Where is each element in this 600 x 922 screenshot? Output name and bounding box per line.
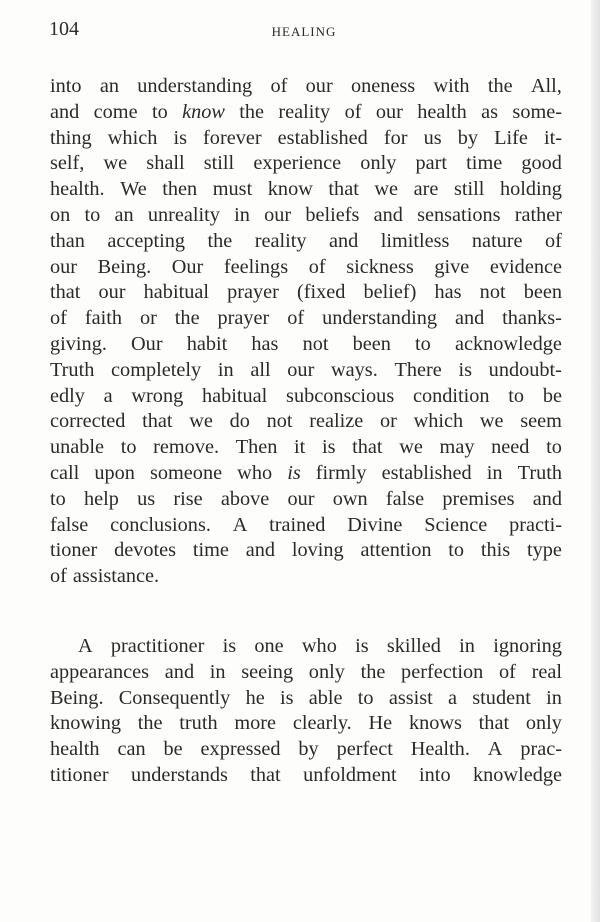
word: premises <box>442 487 515 510</box>
word: to <box>84 203 101 226</box>
word: upon <box>94 461 135 484</box>
word: only <box>525 712 562 735</box>
word: seeing <box>241 660 294 683</box>
text-line <box>50 229 562 255</box>
word: appearances <box>50 660 150 683</box>
word: a <box>103 384 113 407</box>
word: loving <box>291 539 344 562</box>
word: forever <box>203 126 262 149</box>
word: not <box>479 281 506 304</box>
word: Our <box>171 255 204 278</box>
word: A <box>78 635 93 657</box>
word: devotes <box>114 539 177 562</box>
word: remove. <box>153 436 220 459</box>
word: acknowledge <box>454 332 562 355</box>
word: and <box>245 539 276 562</box>
word: to <box>120 436 137 459</box>
word: that <box>328 178 359 201</box>
word: subconscious <box>286 384 395 407</box>
word: of <box>344 100 362 123</box>
word: tioner <box>50 539 98 562</box>
word: assistance. <box>72 565 160 588</box>
word: holding <box>499 178 562 201</box>
word: Divine <box>347 513 403 536</box>
word: to <box>151 100 168 123</box>
word: or <box>139 307 157 330</box>
word: than <box>50 229 85 252</box>
text-line <box>50 74 562 100</box>
text-line <box>50 358 562 384</box>
text-line <box>50 100 562 126</box>
word: trained <box>269 513 326 536</box>
word: we <box>399 436 423 459</box>
word: We <box>120 178 147 201</box>
word: the <box>239 100 265 123</box>
word: edly <box>50 384 85 407</box>
word: real <box>531 660 562 683</box>
word: understanding <box>322 307 437 330</box>
word: Then <box>235 436 278 459</box>
word: rather <box>514 203 562 226</box>
word: by <box>457 126 479 149</box>
word: may <box>439 436 475 459</box>
word: to <box>508 384 525 407</box>
word: call <box>50 461 80 484</box>
text-line <box>50 564 562 590</box>
word: been <box>523 281 562 304</box>
word: above <box>220 487 270 510</box>
word: There <box>394 358 442 381</box>
word: expressed <box>200 738 281 761</box>
word: we <box>479 410 504 433</box>
word: in <box>486 461 503 484</box>
word: our <box>264 203 292 226</box>
word: and <box>373 203 403 226</box>
word: he <box>245 686 265 709</box>
word: skilled <box>386 635 441 657</box>
word: who <box>301 635 337 657</box>
word: perfection <box>401 660 484 683</box>
word: experience <box>253 152 342 175</box>
word: we <box>189 410 213 433</box>
word: thanks- <box>502 307 562 330</box>
word: still <box>453 178 485 201</box>
word: limitless <box>380 229 450 252</box>
word: of <box>50 307 67 330</box>
text-line <box>50 763 562 789</box>
word: the <box>487 75 513 97</box>
word: and <box>532 487 562 510</box>
word: not <box>302 332 329 355</box>
word: one <box>254 635 284 657</box>
word: of <box>270 75 288 97</box>
page-edge-shadow <box>591 0 600 922</box>
word: the <box>207 229 233 252</box>
word: someone <box>150 461 223 484</box>
word: the <box>137 712 163 735</box>
word: for <box>383 126 408 149</box>
page-number: 104 <box>49 18 79 40</box>
word: seem <box>520 410 562 433</box>
word: part <box>415 152 448 175</box>
word: beliefs <box>305 203 360 226</box>
word: that <box>142 410 173 433</box>
word: habit <box>186 332 228 355</box>
word: health <box>417 100 467 123</box>
word: ways. <box>331 358 378 381</box>
word: give <box>434 255 470 278</box>
word: completely <box>111 358 202 381</box>
word: our <box>305 75 333 97</box>
word: to <box>546 436 562 459</box>
word: an <box>114 203 134 226</box>
word: the <box>174 307 200 330</box>
word: of <box>545 229 562 252</box>
word: shall <box>146 152 185 175</box>
word: of <box>308 255 326 278</box>
word: an <box>99 75 119 97</box>
word: do <box>229 410 250 433</box>
word: student <box>472 686 531 709</box>
word: condition <box>412 384 490 407</box>
text-line <box>50 435 562 461</box>
word: own <box>332 487 368 510</box>
word: practitioner <box>110 635 205 657</box>
word: reality <box>254 229 307 252</box>
word: Being. <box>97 255 152 278</box>
word: to <box>415 332 431 355</box>
word: clearly. <box>292 712 352 735</box>
text-line <box>50 384 562 410</box>
word: knowing <box>50 712 121 735</box>
word: health <box>50 738 100 761</box>
word: by <box>298 738 319 761</box>
running-head: HEALING <box>271 24 337 39</box>
word: sickness <box>346 255 414 278</box>
word: is <box>321 436 336 459</box>
word: to <box>357 686 374 709</box>
word: come <box>93 100 138 123</box>
word: in <box>546 686 562 709</box>
word: or <box>379 410 397 433</box>
word: who <box>237 461 273 484</box>
word: of <box>498 660 516 683</box>
word: time <box>192 539 229 562</box>
word: realize <box>309 410 364 433</box>
word: our <box>287 358 315 381</box>
word: Consequently <box>118 686 231 709</box>
word: knows <box>408 712 462 735</box>
word: health. <box>50 178 105 201</box>
word: corrected <box>50 410 126 433</box>
word: prayer <box>217 307 270 330</box>
word: that <box>50 281 81 304</box>
word: on <box>50 203 71 226</box>
word: Being. <box>50 686 104 709</box>
word: understands <box>130 763 228 786</box>
word: titioner <box>50 763 109 786</box>
word: us <box>423 126 442 149</box>
word: with <box>433 75 470 97</box>
text-line <box>50 332 562 358</box>
word: our <box>98 281 126 304</box>
word: attention <box>360 539 432 562</box>
word: this <box>480 539 511 562</box>
word: understanding <box>137 75 253 97</box>
word: Our <box>131 332 163 355</box>
text-line <box>50 203 562 229</box>
word: is <box>287 461 301 484</box>
word: prayer <box>227 281 279 304</box>
word: not <box>266 410 293 433</box>
word: established <box>381 461 472 484</box>
word: into <box>419 763 451 786</box>
word: All, <box>530 75 562 97</box>
word: faith <box>84 307 123 330</box>
word: false <box>385 487 425 510</box>
word: good <box>521 152 562 175</box>
word: He <box>368 712 393 735</box>
word: habitual <box>143 281 209 304</box>
word: our <box>50 255 78 278</box>
text-line <box>50 737 562 763</box>
word: firmly <box>315 461 367 484</box>
text-line <box>50 255 562 281</box>
word: Science <box>424 513 488 536</box>
word: know <box>182 100 225 123</box>
text-line <box>50 487 562 513</box>
paragraph-2 <box>50 634 562 789</box>
word: in <box>234 203 250 226</box>
word: it <box>294 436 306 459</box>
word: be <box>163 738 183 761</box>
word: help <box>83 487 119 510</box>
word: wrong <box>131 384 184 407</box>
word: we <box>374 178 399 201</box>
word: is <box>173 126 187 149</box>
word: undoubt- <box>488 358 562 381</box>
word: and <box>164 660 195 683</box>
word: our <box>375 100 403 123</box>
word: are <box>413 178 439 201</box>
word: able <box>308 686 343 709</box>
word: only <box>360 152 397 175</box>
text-line <box>50 660 562 686</box>
word: Truth <box>517 461 562 484</box>
word: Health. <box>410 738 470 761</box>
word: is <box>355 635 369 657</box>
word: unable <box>50 436 105 459</box>
word: and <box>328 229 359 252</box>
text-line <box>50 409 562 435</box>
word: and <box>454 307 485 330</box>
word: is <box>458 358 472 381</box>
word: practi- <box>509 513 562 536</box>
word: belief) <box>363 281 417 304</box>
word: that <box>352 436 383 459</box>
word: all <box>250 358 271 381</box>
word: us <box>137 487 156 510</box>
word: Life <box>494 126 528 149</box>
word: false <box>50 513 89 536</box>
word: into <box>50 75 82 97</box>
word: habitual <box>201 384 268 407</box>
word: the <box>360 660 386 683</box>
text-line <box>50 461 562 487</box>
word: knowledge <box>473 763 562 786</box>
word: that <box>478 712 510 735</box>
text-line <box>50 513 562 539</box>
word: then <box>162 178 198 201</box>
word: (fixed <box>296 281 346 304</box>
word: our <box>287 487 315 510</box>
word: in <box>459 635 475 657</box>
word: established <box>277 126 368 149</box>
word: in <box>217 358 234 381</box>
word: been <box>352 332 391 355</box>
word: time <box>466 152 503 175</box>
word: assist <box>388 686 433 709</box>
text-line <box>50 126 562 152</box>
text-line <box>50 711 562 737</box>
word: has <box>434 281 462 304</box>
text-line <box>50 151 562 177</box>
text-line <box>50 686 562 712</box>
word: must <box>212 178 253 201</box>
word: of <box>287 307 305 330</box>
word: accepting <box>107 229 186 252</box>
text-line <box>50 306 562 332</box>
word: conclusions. <box>110 513 211 536</box>
word: unreality <box>147 203 220 226</box>
text-line <box>50 280 562 306</box>
word: feelings <box>223 255 289 278</box>
paragraph-1 <box>50 74 562 590</box>
word: and <box>50 100 80 123</box>
word: ignoring <box>493 635 562 657</box>
word: evidence <box>489 255 562 278</box>
word: know <box>267 178 313 201</box>
word: need <box>491 436 530 459</box>
word: only <box>308 660 345 683</box>
word: is <box>222 635 237 657</box>
word: is <box>279 686 294 709</box>
word: oneness <box>350 75 416 97</box>
word: giving. <box>50 332 107 355</box>
word: it- <box>543 126 562 149</box>
word: which <box>413 410 464 433</box>
word: in <box>209 660 226 683</box>
text-line <box>50 177 562 203</box>
text-line <box>50 538 562 564</box>
word: type <box>527 539 562 562</box>
word: some- <box>512 100 562 123</box>
word: nature <box>471 229 523 252</box>
word: rise <box>173 487 203 510</box>
word: of <box>50 565 67 588</box>
word: A <box>487 738 503 761</box>
word: unfoldment <box>303 763 397 786</box>
word: A <box>232 513 248 536</box>
word: self, <box>50 152 85 175</box>
word: as <box>481 100 499 123</box>
word: a <box>448 686 458 709</box>
word: reality <box>278 100 331 123</box>
word: sensations <box>417 203 501 226</box>
text-line <box>50 634 562 660</box>
word: perfect <box>336 738 393 761</box>
word: Truth <box>50 358 95 381</box>
word: thing <box>50 126 92 149</box>
word: still <box>203 152 235 175</box>
word: more <box>234 712 277 735</box>
word: has <box>251 332 279 355</box>
word: we <box>103 152 128 175</box>
word: which <box>107 126 158 149</box>
word: truth <box>179 712 218 735</box>
word: to <box>448 539 465 562</box>
word: that <box>250 763 281 786</box>
word: be <box>542 384 562 407</box>
word: can <box>117 738 146 761</box>
word: to <box>50 487 66 510</box>
word: prac- <box>520 738 562 761</box>
